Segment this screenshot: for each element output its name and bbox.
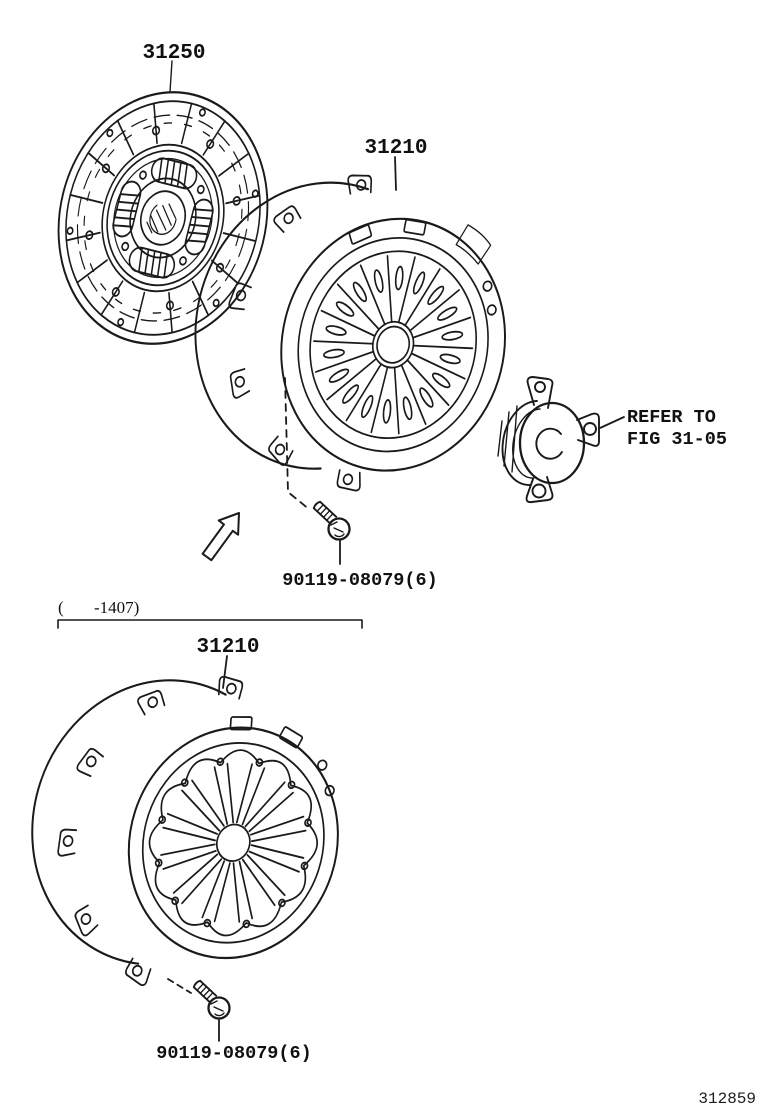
cover-flange-lugs — [192, 148, 435, 495]
part-number-upper-bolt: 90119-08079(6) — [282, 570, 438, 591]
direction-arrow-icon — [203, 513, 239, 560]
release-bearing-drawing — [498, 377, 599, 502]
upper-bolt-drawing — [314, 502, 350, 540]
dashed-leader-lower-bolt — [168, 979, 191, 993]
bearing-note-line2: FIG 31-05 — [627, 429, 727, 450]
clutch-cover-drawing — [163, 140, 540, 520]
disc-spline-hole — [135, 187, 191, 250]
production-range-value: -1407) — [94, 598, 140, 617]
production-range-open-paren: ( — [58, 598, 64, 617]
leader-disc — [170, 61, 172, 92]
part-number-lower-bolt: 90119-08079(6) — [156, 1043, 312, 1064]
lower-bolt-drawing — [194, 981, 230, 1019]
bearing-note-line1: REFER TO — [627, 407, 716, 428]
clutch-disc-drawing — [32, 70, 293, 366]
part-number-clutch-disc: 31250 — [142, 42, 206, 65]
leader-cover — [395, 157, 396, 190]
part-number-clutch-cover-old: 31210 — [196, 636, 260, 659]
diaphragm-fan-spokes — [132, 735, 334, 950]
figure-code: 312859 — [698, 1090, 756, 1108]
part-number-clutch-cover: 31210 — [364, 137, 428, 160]
diaphragm-fingers — [293, 237, 493, 452]
clutch-cover-old-drawing — [0, 630, 380, 1031]
cover-old-flange-lugs — [18, 639, 246, 987]
leader-bearing-note — [600, 417, 624, 428]
production-range-bracket — [58, 620, 362, 628]
diaphragm-fan-petals — [128, 731, 338, 954]
leader-cover-old — [223, 656, 227, 688]
